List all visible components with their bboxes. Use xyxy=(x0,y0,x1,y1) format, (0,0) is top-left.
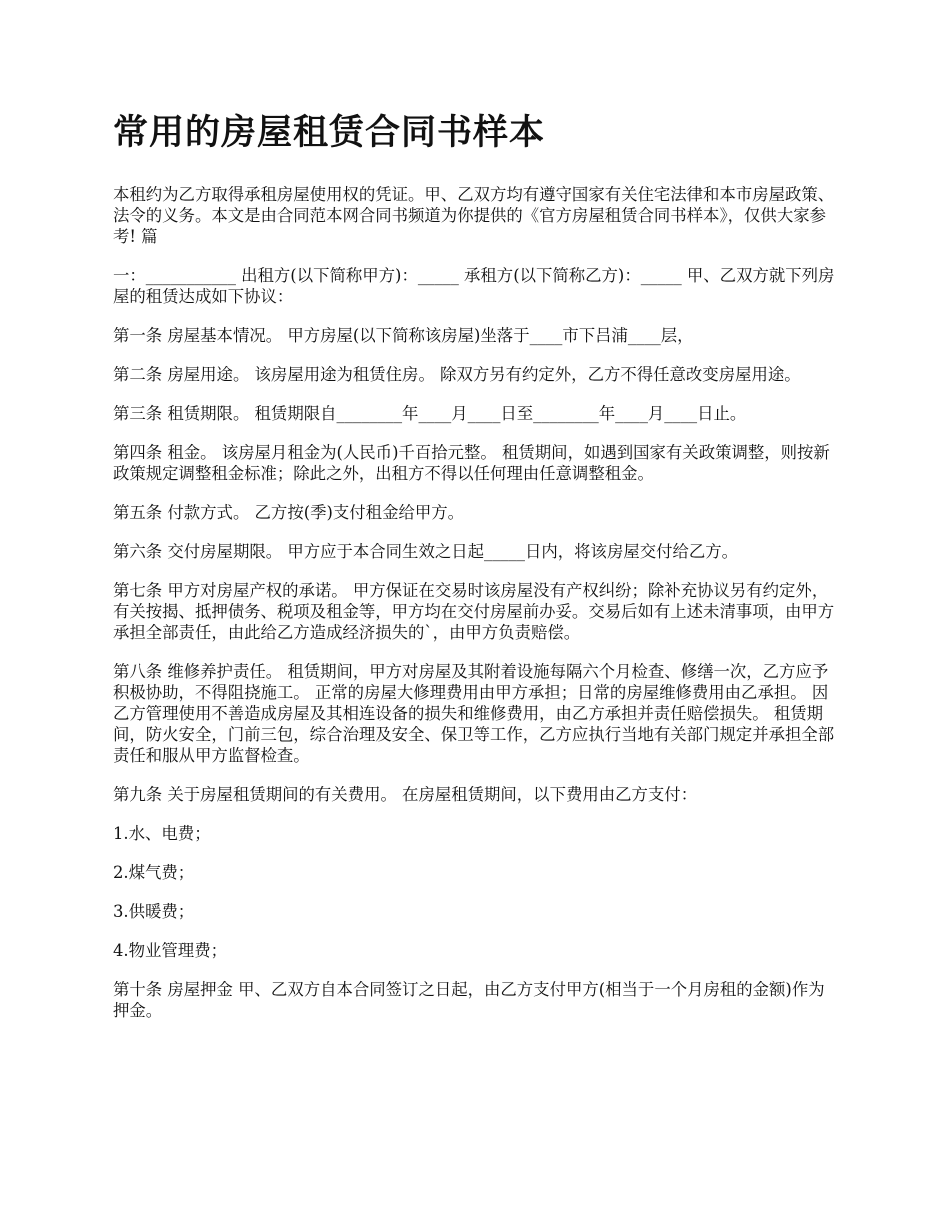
paragraph-article-5: 第五条 付款方式。 乙方按(季)支付租金给甲方。 xyxy=(113,503,465,522)
paragraph-article-7: 第七条 甲方对房屋产权的承诺。 甲方保证在交易时该房屋没有产权纠纷；除补充协议另有约定外，有关按揭、抵押债务、税项及租金等，甲方均在交付房屋前办妥。交易后如有上述未清事项，由甲方承担全部责任，由此给乙方造成经济损失的`，由甲方负责赔偿。 xyxy=(113,581,835,642)
document-page xyxy=(113,110,840,1039)
list-item-fee-2: 2.煤气费； xyxy=(113,863,195,882)
paragraph-parties: 一：___________ 出租方(以下简称甲方)：_____ 承租方(以下简称乙方)：_____ 甲、乙双方就下列房屋的租赁达成如下协议： xyxy=(113,266,835,306)
paragraph-article-1: 第一条 房屋基本情况。 甲方房屋(以下简称该房屋)坐落于____市下吕浦____层， xyxy=(113,326,694,345)
list-item-fee-1: 1.水、电费； xyxy=(113,824,211,843)
paragraph-article-9: 第九条 关于房屋租赁期间的有关费用。 在房屋租赁期间，以下费用由乙方支付： xyxy=(113,785,698,804)
paragraph-intro: 本租约为乙方取得承租房屋使用权的凭证。甲、乙双方均有遵守国家有关住宅法律和本市房屋政策、法令的义务。本文是由合同范本网合同书频道为你提供的《官方房屋租赁合同书样本》，仅供大家参考! 篇 xyxy=(113,185,835,246)
paragraph-article-10: 第十条 房屋押金 甲、乙双方自本合同签订之日起，由乙方支付甲方(相当于一个月房租的金额)作为押金。 xyxy=(113,980,825,1020)
paragraph-article-2: 第二条 房屋用途。 该房屋用途为租赁住房。 除双方另有约定外，乙方不得任意改变房屋用途。 xyxy=(113,365,801,384)
list-item-fee-4: 4.物业管理费； xyxy=(113,941,227,960)
paragraph-article-3: 第三条 租赁期限。 租赁期限自________年____月____日至________年____月____日止。 xyxy=(113,404,747,423)
document-title: 常用的房屋租赁合同书样本 xyxy=(113,112,546,153)
list-item-fee-3: 3.供暖费； xyxy=(113,902,195,921)
paragraph-article-8: 第八条 维修养护责任。 租赁期间，甲方对房屋及其附着设施每隔六个月检查、修缮一次，乙方应予积极协助，不得阻挠施工。 正常的房屋大修理费用由甲方承担；日常的房屋维修费用由乙承担。 因乙方管理使用不善造成房屋及其相连设备的损失和维修费用，由乙方承担并责任赔偿损失。 租赁期间，防火安全，门前三包，综合治理及安全、保卫等工作，乙方应执行当地有关部门规定并承担全部责任和服从甲方监督检查。 xyxy=(113,662,835,765)
paragraph-article-4: 第四条 租金。 该房屋月租金为(人民币)千百拾元整。 租赁期间，如遇到国家有关政策调整，则按新政策规定调整租金标准；除此之外，出租方不得以任何理由任意调整租金。 xyxy=(113,443,830,483)
paragraph-article-6: 第六条 交付房屋期限。 甲方应于本合同生效之日起_____日内，将该房屋交付给乙方。 xyxy=(113,542,739,561)
